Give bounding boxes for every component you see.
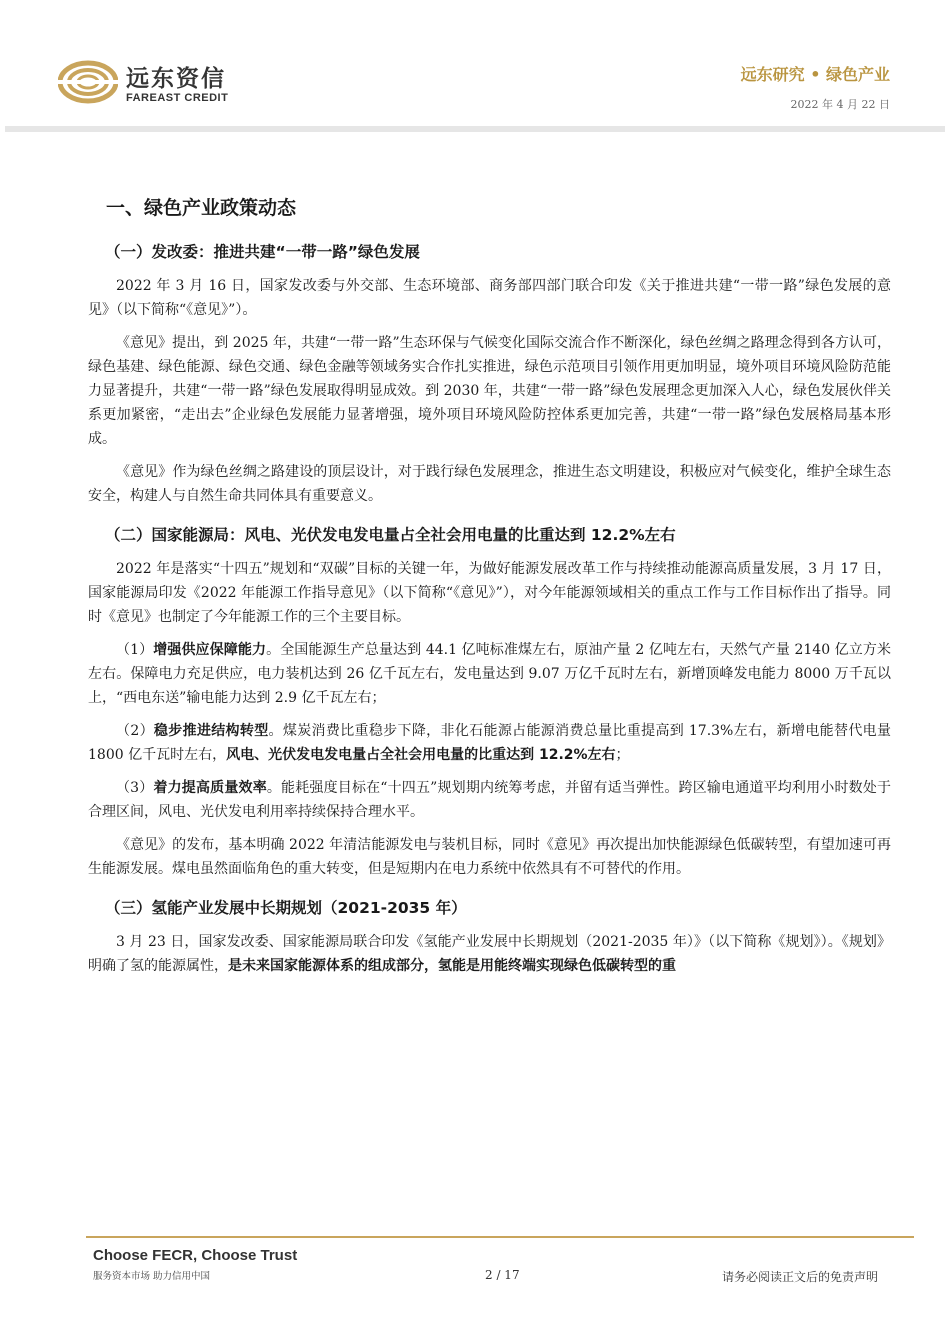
item-highlight: 风电、光伏发电发电量占全社会用电量的比重达到 12.2%左右 [226, 747, 616, 763]
item-number: （2） [116, 723, 154, 739]
item-text: 。能耗强度目标在“十四五”规划期内统筹考虑，并留有适当弹性。跨区输电通道平均利用小时数处于合理区间，风电、光伏发电利用率持续保持合理水平。 [88, 780, 891, 820]
subsection-3-title: （三）氢能产业发展中长期规划（2021-2035 年） [105, 899, 467, 917]
section-title: 一、绿色产业政策动态 [106, 197, 297, 219]
item-heading: 稳步推进结构转型 [153, 723, 269, 739]
list-item-efficiency [88, 776, 891, 824]
subsection-2-title: （二）国家能源局：风电、光伏发电发电量占全社会用电量的比重达到 12.2%左右 [105, 526, 676, 544]
item-text: 。全国能源生产总量达到 44.1 亿吨标准煤左右，原油产量 2 亿吨左右，天然气产量 2140 亿立方米左右。保障电力充足供应，电力装机达到 26 亿千瓦左右，发电量达到 9.07 万亿千瓦时左右，新增顶峰发电能力 8000 万千瓦以上，“西电东送”输电能力达到 2.9 亿千瓦左右； [88, 642, 891, 706]
paragraph: 《意见》的发布，基本明确 2022 年清洁能源发电与装机目标，同时《意见》再次提出加快能源绿色低碳转型，有望加速可再生能源发展。煤电虽然面临角色的重大转变，但是短期内在电力系统中依然具有不可替代的作用。 [88, 837, 891, 877]
footer-divider [86, 1236, 914, 1238]
list-item-supply [88, 638, 891, 710]
item-end: ； [615, 747, 630, 763]
paragraph: 《意见》提出，到 2025 年，共建“一带一路”生态环保与气候变化国际交流合作不断深化，绿色丝绸之路理念得到各方认可，绿色基建、绿色能源、绿色交通、绿色金融等领域务实合作扎实推进，绿色示范项目引领作用更加明显，境外项目环境风险防范能力显著提升，共建“一带一路”绿色发展取得明显成效。到 2030 年，共建“一带一路”绿色发展理念更加深入人心，绿色发展伙伴关系更加紧密，“走出去”企业绿色发展能力显著增强，境外项目环境风险防控体系更加完善，共建“一带一路”绿色发展格局基本形成。 [88, 335, 891, 447]
page-number: 2 / 17 [485, 1268, 520, 1282]
company-logo [58, 58, 268, 108]
item-heading: 着力提高质量效率 [153, 780, 267, 796]
subsection-1-title: （一）发改委：推进共建“一带一路”绿色发展 [105, 243, 420, 261]
header-divider [5, 126, 945, 132]
logo-en-text: FAREAST CREDIT [126, 92, 229, 104]
disclaimer-notice: 请务必阅读正文后的免责声明 [721, 1270, 878, 1284]
footer-slogan-cn: 服务资本市场 助力信用中国 [93, 1271, 211, 1282]
item-number: （3） [116, 780, 154, 796]
paragraph-text: 3 月 23 日，国家发改委、国家能源局联合印发《氢能产业发展中长期规划（2021-2035 年）》（以下简称《规划》）。《规划》明确了氢的能源属性， [88, 934, 891, 974]
paragraph: 2022 年是落实“十四五”规划和“双碳”目标的关键一年，为做好能源发展改革工作与持续推动能源高质量发展，3 月 17 日，国家能源局印发《2022 年能源工作指导意见》（以下简称“《意见》”），对今年能源领域相关的重点工作与工作目标作出了指导。同时《意见》也制定了今年能源工作的三个主要目标。 [88, 561, 891, 625]
paragraph-highlight: 是未来国家能源体系的组成部分，氢能是用能终端实现绿色低碳转型的重 [228, 958, 676, 974]
report-date: 2022 年 4 月 22 日 [790, 98, 890, 111]
paragraph [88, 930, 891, 978]
document-body [88, 190, 891, 987]
paragraph: 2022 年 3 月 16 日，国家发改委与外交部、生态环境部、商务部四部门联合印发《关于推进共建“一带一路”绿色发展的意见》（以下简称“《意见》”）。 [88, 278, 891, 318]
footer-slogan-en: Choose FECR, Choose Trust [93, 1247, 298, 1264]
report-series-tag: 远东研究 • 绿色产业 [740, 65, 890, 84]
item-heading: 增强供应保障能力 [153, 642, 267, 658]
item-text: 。煤炭消费比重稳步下降，非化石能源占能源消费总量比重提高到 17.3%左右，新增电能替代电量 1800 亿千瓦时左右， [88, 723, 891, 763]
logo-cn-text: 远东资信 [126, 66, 226, 92]
list-item-structure [88, 719, 891, 767]
item-number: （1） [116, 642, 154, 658]
logo-mark-icon [58, 60, 118, 104]
paragraph: 《意见》作为绿色丝绸之路建设的顶层设计，对于践行绿色发展理念，推进生态文明建设，积极应对气候变化，维护全球生态安全，构建人与自然生命共同体具有重要意义。 [88, 464, 891, 504]
